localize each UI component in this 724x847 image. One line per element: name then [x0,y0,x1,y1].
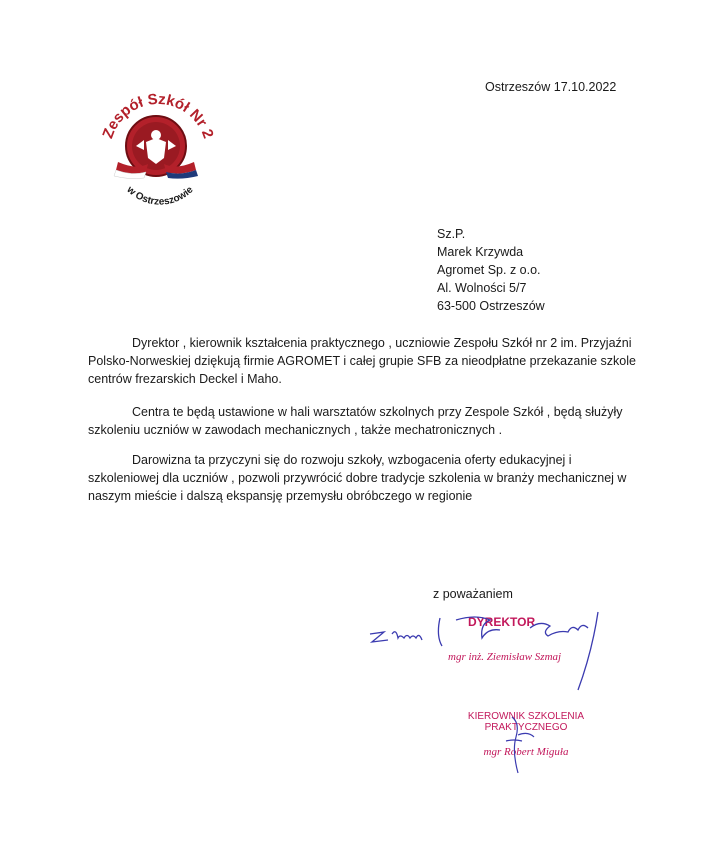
kierownik-stamp [436,705,616,775]
body-paragraph-1-text: Dyrektor , kierownik kształcenia praktycznego , uczniowie Zespołu Szkół nr 2 im. Przyjaźni Polsko-Norweskiej dziękują firmie AGROMET i całej grupie SFB za nieodpłatne przekazanie szkole centrów frezarskich Deckel i Maho. [88,336,636,386]
recipient-address [437,225,545,315]
body-paragraph-1 [88,334,644,388]
letter-date: Ostrzeszów 17.10.2022 [485,80,617,94]
recipient-salutation: Sz.P. [437,227,466,241]
logo-school-name: Zespół Szkół Nr 2 [99,90,217,141]
svg-text:w Ostrzeszowie [124,184,196,208]
kierownik-stamp-name: mgr Robert Miguła [483,746,569,758]
school-logo [88,80,228,208]
logo-city: w Ostrzeszowie [124,184,196,208]
director-stamp-title: DYREKTOR [468,615,536,629]
recipient-street: Al. Wolności 5/7 [437,281,527,295]
director-stamp [360,598,620,698]
kierownik-stamp-title-2: PRAKTYCZNEGO [484,722,568,733]
body-paragraph-2 [88,403,644,439]
recipient-company: Agromet Sp. z o.o. [437,263,541,277]
recipient-city: 63-500 Ostrzeszów [437,299,545,313]
director-stamp-name: mgr inż. Ziemisław Szmaj [448,651,562,663]
body-paragraph-2-text: Centra te będą ustawione w hali warsztatów szkolnych przy Zespole Szkół , będą służyły szkoleniu uczniów w zawodach mechanicznych , także mechatronicznych . [88,405,623,437]
closing-phrase: z poważaniem [433,587,513,601]
kierownik-stamp-title-1: KIEROWNIK SZKOLENIA [467,711,585,722]
recipient-name: Marek Krzywda [437,245,524,259]
body-paragraph-3 [88,451,644,505]
body-paragraph-3-text: Darowizna ta przyczyni się do rozwoju szkoły, wzbogacenia oferty edukacyjnej i szkoleniowej dla uczniów , pozwoli przywrócić dobre tradycje szkolenia w branży mechanicznej w naszym mieście i dalszą ekspansję przemysłu obróbczego w regionie [88,453,627,503]
